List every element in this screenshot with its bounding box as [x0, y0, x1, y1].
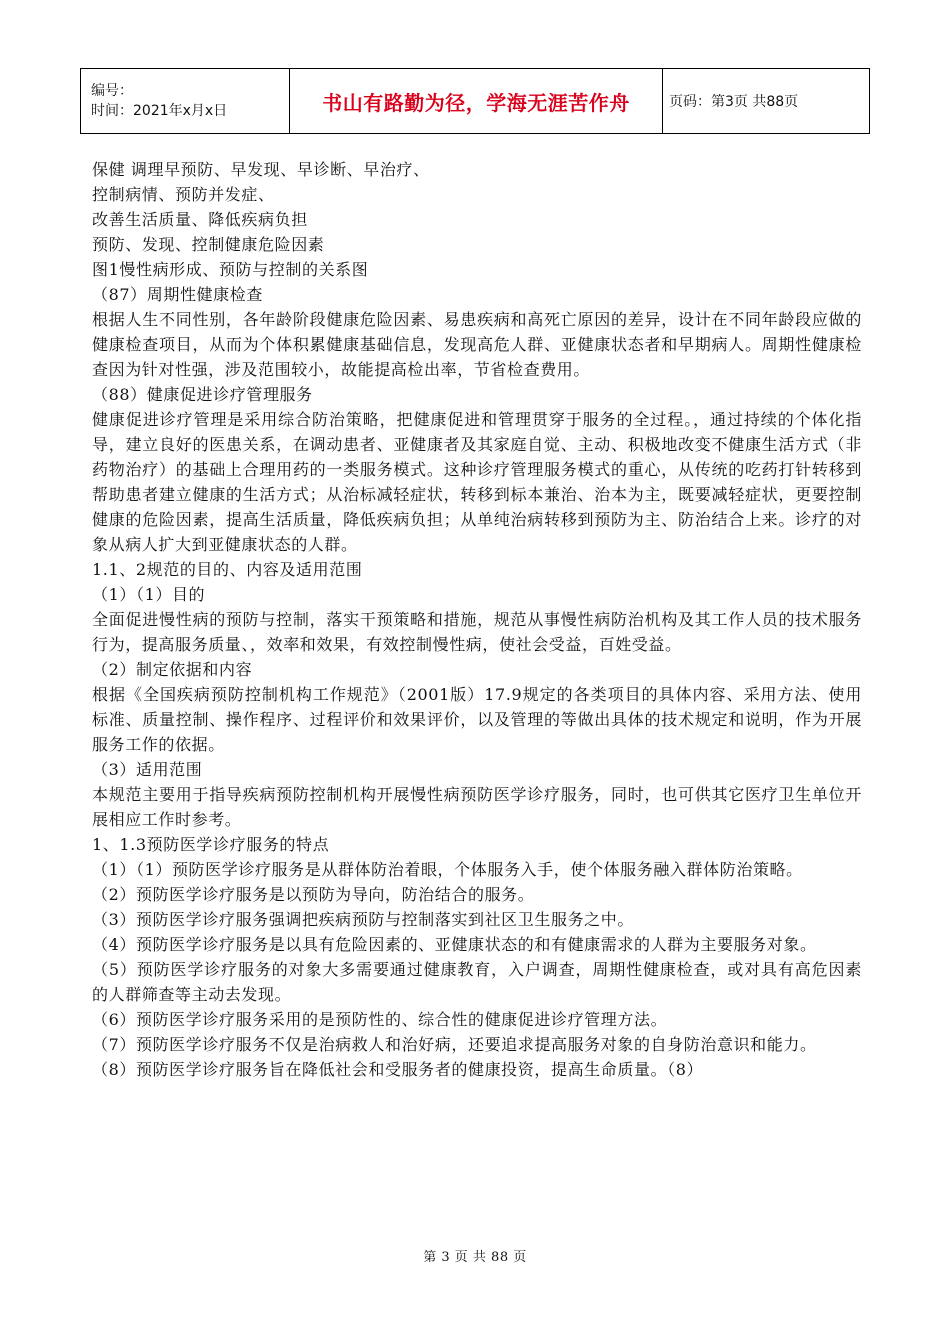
list-item: （7）预防医学诊疗服务不仅是治病救人和治好病，还要追求提高服务对象的自身防治意识和能力。: [92, 1035, 817, 1054]
document-body: [92, 157, 862, 1082]
header-motto: 书山有路勤为径，学海无涯苦作舟: [322, 90, 630, 115]
subsection-heading: （1）（1）目的: [92, 585, 206, 604]
body-paragraph: 控制病情、预防并发症、: [92, 185, 275, 204]
document-date: 时间：2021年x月x日: [91, 103, 228, 119]
body-paragraph: 保健 调理早预防、早发现、早诊断、早治疗、: [92, 160, 430, 179]
body-paragraph: 本规范主要用于指导疾病预防控制机构开展慢性病预防医学诊疗服务，同时，也可供其它医疗卫生单位开展相应工作时参考。: [92, 785, 862, 829]
list-item: （6）预防医学诊疗服务采用的是预防性的、综合性的健康促进诊疗管理方法。: [92, 1010, 668, 1029]
list-item: （1）（1）预防医学诊疗服务是从群体防治着眼，个体服务入手，使个体服务融入群体防治策略。: [92, 860, 803, 879]
list-item: （8）预防医学诊疗服务旨在降低社会和受服务者的健康投资，提高生命质量。（8）: [92, 1060, 704, 1079]
list-item: （4）预防医学诊疗服务是以具有危险因素的、亚健康状态的和有健康需求的人群为主要服务对象。: [92, 935, 817, 954]
body-paragraph: 根据《全国疾病预防控制机构工作规范》（2001版）17.9规定的各类项目的具体内容、采用方法、使用标准、质量控制、操作程序、过程评价和效果评价，以及管理的等做出具体的技术规定和说明，作为开展服务工作的依据。: [92, 685, 862, 754]
document-number-label: 编号：: [91, 83, 133, 99]
page-header: [80, 68, 870, 134]
body-paragraph: 改善生活质量、降低疾病负担: [92, 210, 308, 229]
footer-page-number: 第 3 页 共 88 页: [423, 1250, 527, 1265]
body-paragraph: 根据人生不同性别，各年龄阶段健康危险因素、易患疾病和高死亡原因的差异，设计在不同年龄段应做的健康检查项目，从而为个体积累健康基础信息，发现高危人群、亚健康状态者和早期病人。周期性健康检查因为针对性强，涉及范围较小，故能提高检出率，节省检查费用。: [92, 310, 862, 379]
body-paragraph: 预防、发现、控制健康危险因素: [92, 235, 325, 254]
body-paragraph: 健康促进诊疗管理是采用综合防治策略，把健康促进和管理贯穿于服务的全过程。，通过持续的个体化指导，建立良好的医患关系，在调动患者、亚健康者及其家庭自觉、主动、积极地改变不健康生活方式（非药物治疗）的基础上合理用药的一类服务模式。这种诊疗管理服务模式的重心，从传统的吃药打针转移到帮助患者建立健康的生活方式；从治标减轻症状，转移到标本兼治、治本为主，既要减轻症状，更要控制健康的危险因素，提高生活质量，降低疾病负担；从单纯治病转移到预防为主、防治结合上来。诊疗的对象从病人扩大到亚健康状态的人群。: [92, 410, 862, 554]
page-footer: [0, 1246, 950, 1265]
figure-caption: 图1慢性病形成、预防与控制的关系图: [92, 260, 369, 279]
section-heading: （87）周期性健康检查: [92, 285, 263, 304]
body-paragraph: 全面促进慢性病的预防与控制，落实干预策略和措施，规范从事慢性病防治机构及其工作人员的技术服务行为，提高服务质量、，效率和效果，有效控制慢性病，使社会受益，百姓受益。: [92, 610, 862, 654]
header-page-info: 页码：第3页 共88页: [669, 94, 799, 110]
section-heading: 1.1、2规范的目的、内容及适用范围: [92, 560, 363, 579]
subsection-heading: （2）制定依据和内容: [92, 660, 253, 679]
section-heading: 1、1.3预防医学诊疗服务的特点: [92, 835, 330, 854]
header-info-cell: [81, 69, 290, 134]
header-page-cell: [663, 69, 870, 134]
subsection-heading: （3）适用范围: [92, 760, 203, 779]
list-item: （3）预防医学诊疗服务强调把疾病预防与控制落实到社区卫生服务之中。: [92, 910, 634, 929]
list-item: （2）预防医学诊疗服务是以预防为导向，防治结合的服务。: [92, 885, 535, 904]
list-item: （5）预防医学诊疗服务的对象大多需要通过健康教育，入户调查，周期性健康检查，或对具有高危因素的人群筛查等主动去发现。: [92, 960, 862, 1004]
section-heading: （88）健康促进诊疗管理服务: [92, 385, 313, 404]
header-motto-cell: [290, 69, 663, 134]
